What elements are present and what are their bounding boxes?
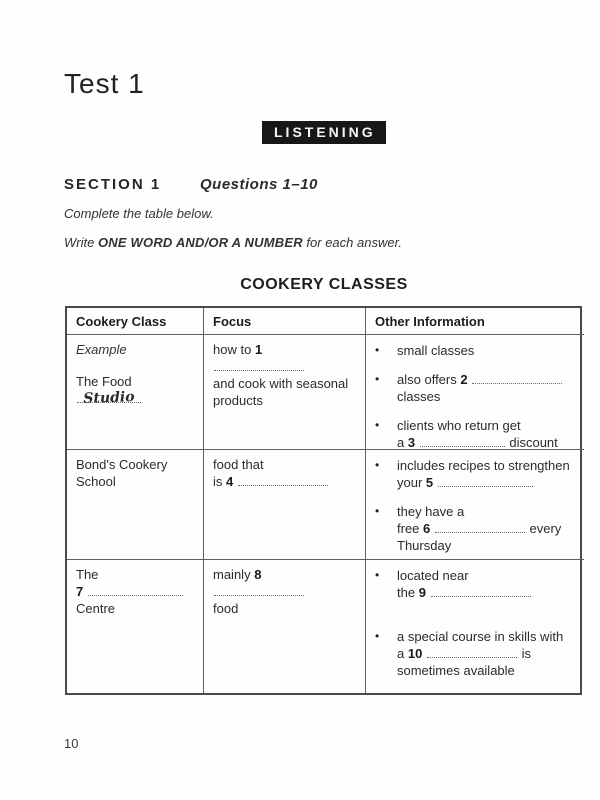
q10-after: is — [521, 646, 531, 661]
q10-blank — [427, 648, 517, 658]
list-item — [375, 417, 576, 450]
questions-range: Questions 1–10 — [200, 176, 318, 193]
handwritten-answer: Studio — [83, 389, 135, 407]
row2-bullet-list — [375, 456, 576, 554]
q5-line1: includes recipes to strengthen — [397, 458, 570, 473]
cookery-classes-table — [65, 306, 582, 695]
q8-pre: mainly — [213, 567, 251, 582]
q6-blank — [435, 523, 525, 533]
q8-number: 8 — [254, 567, 262, 582]
row1-other-cell — [366, 335, 584, 450]
q9-line1: located near — [397, 568, 469, 583]
instruction-post: for each answer. — [302, 235, 403, 250]
q10-number: 10 — [407, 646, 423, 661]
row1-class-cell — [67, 335, 204, 450]
q4-blank — [238, 476, 328, 486]
q10-pre: a — [397, 646, 405, 661]
list-item — [375, 628, 576, 679]
q3-after: discount — [509, 435, 558, 450]
example-answer-pre: The Food — [76, 374, 132, 389]
example-label: Example — [76, 342, 127, 357]
row1-other-1: small classes — [397, 343, 475, 358]
q1-pre: how to — [213, 342, 252, 357]
section-heading — [64, 176, 544, 193]
instruction-pre: Write — [64, 235, 98, 250]
page-number: 10 — [64, 736, 79, 751]
header-cookery-class: Cookery Class — [67, 308, 204, 335]
example-answer-line — [76, 373, 195, 407]
q3-number: 3 — [407, 435, 416, 450]
list-item — [375, 457, 576, 491]
q6-line3: Thursday — [397, 538, 452, 553]
q4-pre: is — [213, 474, 223, 489]
row3-focus-line2: food — [213, 601, 239, 616]
listening-banner: LISTENING — [262, 121, 386, 144]
row2-focus-line1: food that — [213, 457, 264, 472]
instruction-line-1: Complete the table below. — [64, 206, 214, 221]
row1-other-3 — [397, 417, 576, 450]
q2-number: 2 — [460, 372, 468, 387]
q10-line2 — [397, 645, 576, 662]
bullet-icon: • — [375, 568, 380, 582]
list-item — [375, 567, 576, 601]
row3-bullet-list — [375, 566, 576, 679]
q7-number: 7 — [76, 584, 84, 599]
q3-blank — [420, 437, 505, 447]
row1-focus-line3: products — [213, 393, 263, 408]
bullet-icon: • — [375, 504, 380, 518]
section-label: SECTION 1 — [64, 176, 162, 193]
q8-line — [213, 566, 357, 600]
row1-focus-line2: and cook with seasonal — [213, 376, 349, 391]
q6-line2 — [397, 520, 576, 537]
row1-other-2 — [397, 371, 576, 405]
q9-pre: the — [397, 585, 416, 600]
q6-pre: free — [397, 521, 420, 536]
row1-focus-cell — [204, 335, 366, 450]
row3-other-2 — [397, 628, 576, 679]
q1-number: 1 — [254, 342, 263, 357]
list-item — [375, 342, 576, 359]
row3-class-cell — [67, 560, 204, 693]
q6-after: every — [529, 521, 562, 536]
row3-focus-cell — [204, 560, 366, 693]
q2-blank — [472, 374, 562, 384]
instruction-line-2 — [64, 235, 402, 250]
q5-number: 5 — [425, 475, 434, 490]
row2-other-1 — [397, 457, 576, 491]
row1-bullet-list — [375, 341, 576, 450]
q5-pre: your — [397, 475, 423, 490]
q7-blank — [88, 586, 183, 596]
q4-line — [213, 473, 357, 490]
example-answer-blank — [76, 390, 142, 407]
row3-other-1 — [397, 567, 576, 601]
row2-class-line2: School — [76, 474, 116, 489]
q7-line — [76, 583, 195, 600]
q2-line2: classes — [397, 389, 441, 404]
q1-blank — [214, 361, 304, 371]
header-focus: Focus — [204, 308, 366, 335]
q4-number: 4 — [226, 474, 234, 489]
q5-blank — [438, 477, 533, 487]
q10-line3: sometimes available — [397, 663, 515, 678]
row3-other-cell — [366, 560, 584, 693]
q1-line — [213, 341, 357, 375]
bullet-icon: • — [375, 418, 380, 432]
row2-class-cell — [67, 450, 204, 560]
row3-class-line1: The — [76, 567, 99, 582]
bullet-icon: • — [375, 372, 380, 386]
row2-other-cell — [366, 450, 584, 560]
bullet-icon: • — [375, 343, 380, 357]
q2-pre: also offers — [397, 372, 457, 387]
page-title: Test 1 — [64, 68, 145, 99]
header-other-information: Other Information — [366, 308, 584, 335]
q3-line2 — [397, 434, 576, 450]
list-item — [375, 371, 576, 405]
row3-class-line3: Centre — [76, 601, 116, 616]
q3-pre: a — [397, 435, 405, 450]
q6-number: 6 — [423, 521, 431, 536]
q6-line1: they have a — [397, 504, 465, 519]
row2-other-2 — [397, 503, 576, 554]
q10-line1: a special course in skills with — [397, 629, 564, 644]
list-item — [375, 503, 576, 554]
row2-class-line1: Bond's Cookery — [76, 457, 168, 472]
bullet-icon: • — [375, 629, 380, 643]
q3-line1: clients who return get — [397, 418, 521, 433]
q9-line2 — [397, 584, 576, 601]
bullet-icon: • — [375, 458, 380, 472]
table-title: COOKERY CLASSES — [240, 276, 408, 293]
row2-focus-cell — [204, 450, 366, 560]
q8-blank — [214, 586, 304, 596]
instruction-bold: ONE WORD AND/OR A NUMBER — [97, 235, 303, 250]
q9-number: 9 — [418, 585, 426, 600]
q9-blank — [431, 587, 531, 597]
q5-line2 — [397, 474, 576, 491]
